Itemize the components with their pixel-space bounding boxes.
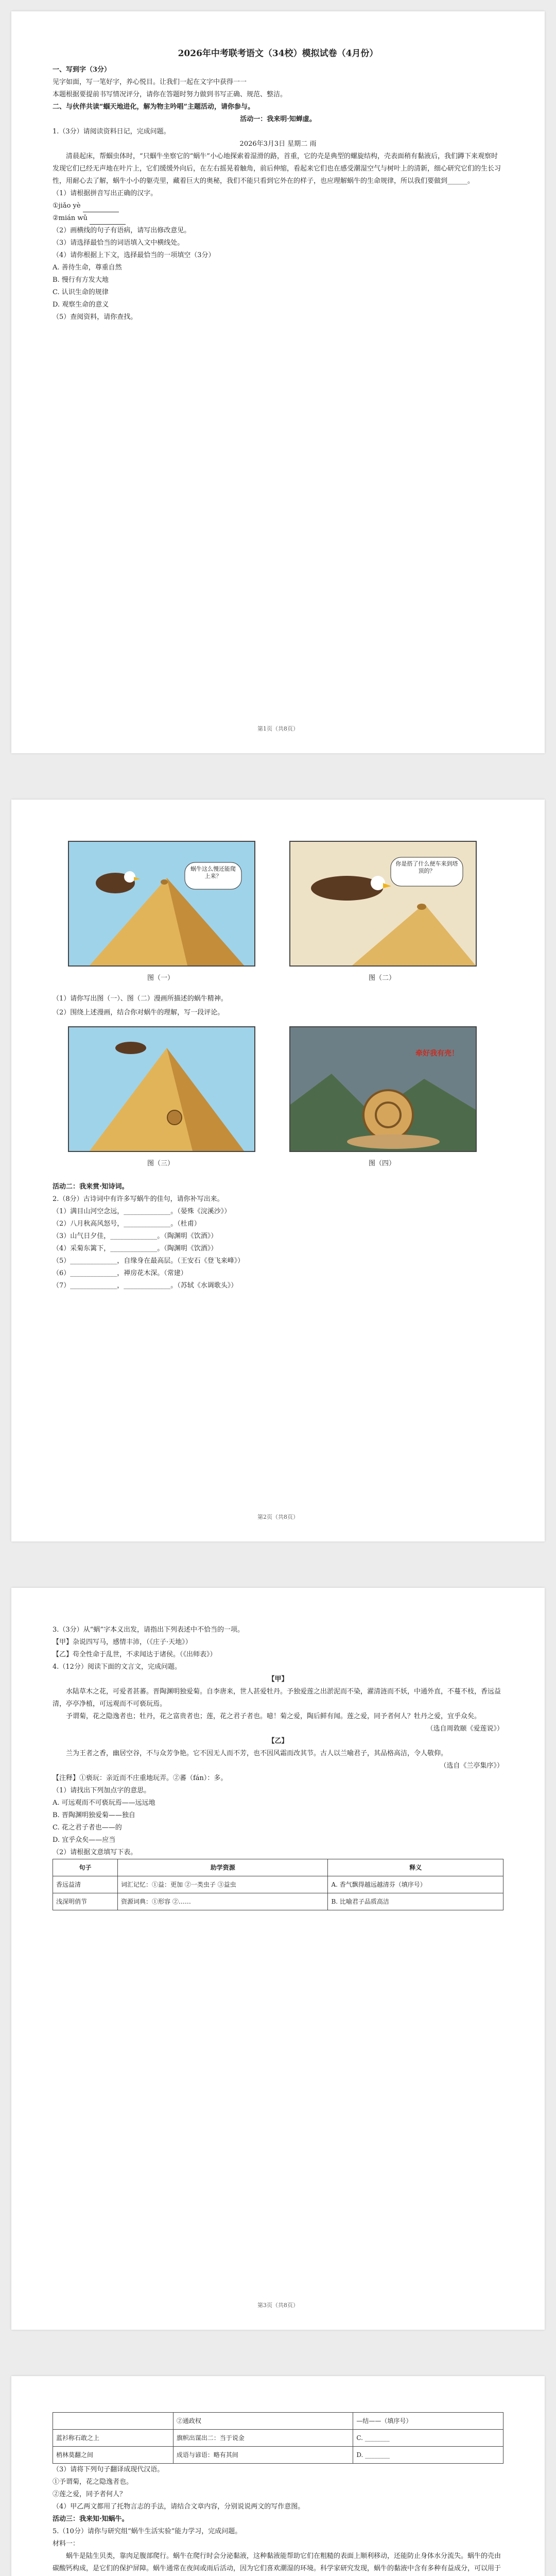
section-1-heading: 一、写到字（3分） bbox=[53, 66, 111, 74]
sub-question-2: （2）请根据文意填写下表。 bbox=[53, 1849, 137, 1856]
sub-option: D. 宜乎众矣——应当 bbox=[53, 1836, 116, 1844]
option-b: B. 慢行有方发大地 bbox=[53, 276, 109, 284]
answer-blank[interactable] bbox=[90, 216, 126, 225]
activity-1-heading: 活动一：我来明·知蝉虚。 bbox=[240, 115, 316, 123]
section-1-text: 见字如面，写一笔好字，养心悦目。让我们一起在文字中获得一一 bbox=[53, 78, 247, 86]
text-yi-source: （选自《兰亭集序》） bbox=[440, 1762, 503, 1770]
answer-blank[interactable] bbox=[83, 204, 119, 212]
annotation: 【注释】①亵玩：亲近而不庄重地玩弄。②蕃（fán）：多。 bbox=[53, 1774, 228, 1782]
table-row: 浅深明俏节 资源词典：①形容 ②…… B. 比喻君子品质高洁 bbox=[53, 1893, 503, 1910]
caption-3: 图（三） bbox=[147, 1160, 174, 1167]
comic-panel-2 bbox=[289, 841, 477, 967]
question-3-option: 【甲】杂说四写马，感情丰沛，（《庄子·天地》） bbox=[53, 1638, 192, 1646]
page-number: 第3页（共8页） bbox=[257, 2302, 299, 2309]
comic-question-1: （1）请你写出图（一）、图（二）漫画所描述的蜗牛精神。 bbox=[53, 995, 228, 1003]
page-4 bbox=[11, 2376, 545, 2576]
pinyin-2: ②mián wǔ bbox=[53, 212, 503, 225]
page-1 bbox=[11, 11, 545, 753]
sub-option: A. 可远观而不可亵玩焉——远远地 bbox=[53, 1799, 155, 1807]
text-jia-heading: 【甲】 bbox=[268, 1675, 288, 1683]
poem-line: （3）山气日夕佳，______________。（陶渊明《饮酒》） bbox=[53, 1232, 218, 1240]
table-row: 香远益清 词汇记忆：①益：更加 ②一类虫子 ③益虫 A. 香气飘得越远越清芬（填序号） bbox=[53, 1876, 503, 1893]
poem-line: （1）满目山河空念远，______________。（晏殊《浣溪沙》） bbox=[53, 1208, 231, 1215]
intent-question: （4）甲乙两文都用了托物言志的手法，请结合文章内容，分别说说两文的写作意图。 bbox=[53, 2503, 305, 2511]
caption-4: 图（四） bbox=[368, 1160, 395, 1167]
page-number: 第1页（共8页） bbox=[257, 725, 299, 732]
page-3 bbox=[11, 1588, 545, 2330]
pinyin-1: ①jiǎo yè bbox=[53, 200, 503, 212]
text-yi-heading: 【乙】 bbox=[268, 1737, 288, 1745]
text-jia: 水陆草木之花，可爱者甚蕃。晋陶渊明独爱菊。自李唐来，世人甚爱牡丹。予独爱莲之出淤泥而不染，濯清涟而不妖，中通外直，不蔓不枝，香远益清，亭亭净植，可远观而不可亵玩焉。 bbox=[53, 1688, 501, 1708]
comic-panel-1 bbox=[68, 841, 255, 967]
vocab-table bbox=[53, 1859, 503, 1910]
page-2 bbox=[11, 800, 545, 1541]
material-1-heading: 材料一： bbox=[53, 2540, 80, 2548]
option-a: A. 善待生命，尊重自然 bbox=[53, 264, 122, 272]
diary-text: 清晨起床，帮蝈虫体时，“只蝈牛坐察它的“蜗牛”小心地探索着湿滑的路，首重，它的壳是典型的螺旋结构，壳表面稍有黏液后，我们蹲下来观察时发现它们已经无声地在叶片上，它们缓缓外向后，在左右摇晃着触角，前后伸缩，看起来它们也在感受潮湿空气与树叶上的清新，细心研究它们的生长习性，用耐心去了解，蜗牛小小的躯壳里，藏着巨大的奥秘，我们不能只看到它外在的样子，也应理解蜗牛的生命规律，所以我们要做到______。 bbox=[53, 152, 501, 185]
question-3: 3.（3分）从“蜗”字本义出发，请指出下列表述中不恰当的一项。 bbox=[53, 1626, 244, 1634]
question-4: 4.（12分）阅读下面的文言文，完成问题。 bbox=[53, 1663, 181, 1671]
comic-snail-pyramid bbox=[69, 1027, 254, 1151]
vocab-table-continued bbox=[53, 2412, 503, 2464]
sub-option: C. 花之君子者也——的 bbox=[53, 1824, 122, 1832]
table-header: 助学资源 bbox=[118, 1859, 328, 1876]
question-1a: （1）请根据拼音写出正确的汉字。 bbox=[53, 190, 158, 197]
comic-panel-3 bbox=[68, 1026, 255, 1152]
caption-2: 图（二） bbox=[368, 974, 395, 982]
poem-line: （5）______________，自缘身在最高层。（王安石《登飞来峰》） bbox=[53, 1257, 245, 1265]
question-1b: （2）画横线的句子有语病，请写出修改意见。 bbox=[53, 227, 191, 234]
poem-line: （7）______________，______________。（苏轼《水调歌头》） bbox=[53, 1282, 238, 1290]
option-d: D. 观察生命的意义 bbox=[53, 301, 109, 309]
question-1: 1.（3分）请阅读资料日记，完成问题。 bbox=[53, 128, 170, 135]
translate-question: （3）请将下列句子翻译成现代汉语。 bbox=[53, 2466, 164, 2473]
question-1d: （4）请你根据上下文，选择最恰当的一项填空（3分） bbox=[53, 251, 215, 259]
page-number: 第2页（共8页） bbox=[257, 1514, 299, 1520]
poem-line: （4）采菊东篱下，______________。（陶渊明《饮酒》） bbox=[53, 1245, 218, 1252]
activity-2-heading: 活动二：我来赏·知诗词。 bbox=[53, 1183, 129, 1191]
question-2: 2.（8分）古诗词中有许多写蜗牛的佳句，请你补写出来。 bbox=[53, 1195, 224, 1203]
poem-line: （2）八月秋高风怒号，______________。（杜甫） bbox=[53, 1220, 201, 1228]
speech-bubble-2: 你是搭了什么便车来到塔顶的？ bbox=[395, 860, 458, 874]
question-5: 5.（10分）请你与研究组“蜗牛生活实验”能力学习，完成问题。 bbox=[53, 2528, 242, 2535]
comic-eagle-pyramid-1 bbox=[69, 842, 254, 965]
table-header: 句子 bbox=[53, 1859, 118, 1876]
material-1-text: 蜗牛是陆生贝类，靠肉足腹部爬行。蜗牛在爬行时会分泌黏液，这种黏液能帮助它们在粗糙的表面上顺利移动，还能防止身体水分流失。蜗牛的壳由碳酸钙构成，是它们的保护屏障。蜗牛通常在夜间或雨后活动，因为它们喜欢潮湿的环境。科学家研究发现，蜗牛的黏液中含有多种有益成分，可以用于 bbox=[53, 2552, 501, 2572]
section-1-text-2: 本题根据要提前书写情况评分，请你在答题时努力做到书写正确、规范、整洁。 bbox=[53, 91, 287, 98]
activity-3-heading: 活动三：我来知·知蜗牛。 bbox=[53, 2515, 129, 2523]
comic-snail-storm bbox=[290, 1027, 476, 1151]
sub-question-1: （1）请找出下列加点字的意思。 bbox=[53, 1787, 151, 1794]
doc-title: 2026年中考联考语文（34校）模拟试卷（4月份） bbox=[178, 48, 378, 59]
diary-date: 2026年3月3日 星期二 雨 bbox=[239, 140, 317, 148]
translate-item: ②莲之爱，同予者何人？ bbox=[53, 2490, 127, 2498]
translate-item: ①予谓菊，花之隐逸者也。 bbox=[53, 2478, 133, 2486]
section-2-heading: 二、与伙伴共读“蝈天地进化，解为物主吟唱”主题活动，请你参与。 bbox=[53, 103, 254, 111]
table-row: ②通政权 —结——（填序号） bbox=[53, 2413, 503, 2430]
question-1c: （3）请选择最恰当的词语填入文中横线处。 bbox=[53, 239, 184, 247]
text-jia-2: 予谓菊，花之隐逸者也；牡丹，花之富贵者也；莲，花之君子者也。噫！菊之爱，陶后鲜有闻。莲之爱，同予者何人？牡丹之爱，宜乎众矣。 bbox=[66, 1713, 481, 1720]
question-3-option: 【乙】苟全性命于乱世，不求闻达于诸侯。（《出师表》） bbox=[53, 1651, 217, 1658]
comic-panel-4 bbox=[289, 1026, 477, 1152]
caption-1: 图（一） bbox=[147, 974, 174, 982]
comic-question-2: （2）围绕上述漫画，结合你对蜗牛的理解，写一段评论。 bbox=[53, 1009, 224, 1016]
text-yi: 兰为王者之香，幽居空谷，不与众芳争艳。它不因无人而不芳，也不因风霜而改其节。古人以兰喻君子，其品格高洁，令人敬仰。 bbox=[66, 1750, 448, 1757]
table-header: 释义 bbox=[328, 1859, 503, 1876]
table-row: 梢林莫翻之间 成语与谚语：略有其间 D. ________ bbox=[53, 2447, 503, 2464]
question-1e: （5）查阅资料，请你查找。 bbox=[53, 313, 137, 321]
sub-option: B. 晋陶渊明独爱菊——独自 bbox=[53, 1811, 135, 1819]
table-row: 蓝衫称石敢之上 旗帜出谋出二：当于说金 C. ________ bbox=[53, 2430, 503, 2447]
poem-line: （6）______________，禅房花木深。（常建） bbox=[53, 1269, 187, 1277]
speech-bubble-1: 蜗牛这么慢还能爬上来？ bbox=[190, 866, 236, 879]
speech-bubble-4: 牵好我有壳！ bbox=[415, 1049, 459, 1058]
text-jia-source: （选自周敦颐《爱莲说》） bbox=[426, 1725, 503, 1733]
option-c: C. 认识生命的规律 bbox=[53, 289, 109, 296]
